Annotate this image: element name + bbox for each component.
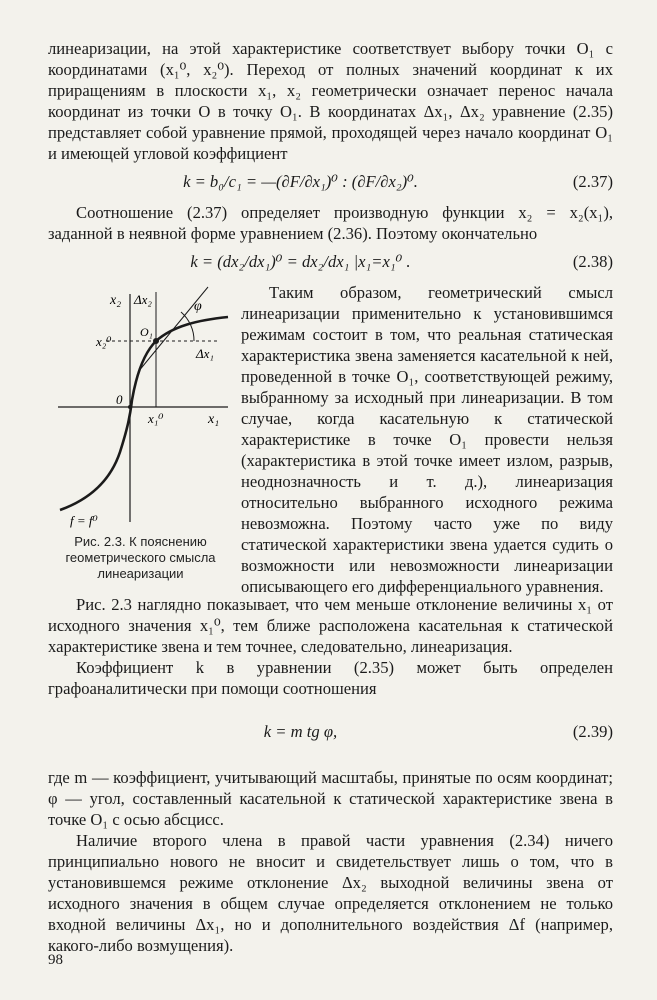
- label-x1: x₁: [208, 412, 220, 427]
- label-dx1: Δx₁: [196, 346, 214, 361]
- label-dx2: Δx₂: [134, 292, 152, 307]
- paragraph-5: Коэффициент k в уравнении (2.35) может быть определен графоаналитически при помощи соотношения: [48, 658, 613, 698]
- paragraph-3: Таким образом, геометрический смысл линеаризации применительно к установившимся режимам состоит в том, что реальная статическая характеристика звена заменяется касательной к ней, проведенной в точке O₁, соответствующей режиму, выбранному за исходный при линеаризации. В том случае, когда касательную к статической характеристике в точке O₁ провести нельзя (характеристика в этой точке имеет излом, разрыв, неоднозначность и т. д.), линеаризация относительно выбранного исходного режима невозможна. Поэтому часто уже по виду статической характеристики звена удается судить о возможности или невозможности линеаризации описывающего его дифференциального уравнения.: [241, 283, 613, 596]
- paragraph-2: Соотношение (2.37) определяет производную функции x₂ = x₂(x₁), заданной в неявной форме уравнением (2.36). Поэтому окончательно: [48, 203, 613, 243]
- figure-2-3: [48, 282, 233, 582]
- label-o1: O₁: [140, 325, 153, 339]
- equation-2-37-number: (2.37): [572, 172, 613, 191]
- label-f: f = f⁰: [70, 513, 98, 528]
- side-text: [241, 282, 613, 597]
- page-number: 98: [48, 952, 63, 968]
- point-o: [128, 405, 132, 409]
- equation-2-39: [48, 721, 613, 745]
- equation-2-38-body: k = (dx₂/dx₁)⁰ = dx₂/dx₁ |x₁=x₁⁰ .: [190, 252, 411, 271]
- paragraph-7: Наличие второго члена в правой части уравнения (2.34) ничего принципиально нового не вносит и свидетельствует лишь о том, что в установившемся режиме отклонение Δx₂ выходной величины звена от исходного значения в общем случае определяется отклонением не только входной величины Δx₁, но и дополнительного воздействия Δf (например, какого-либо возмущения).: [48, 831, 613, 955]
- paragraph-4: Рис. 2.3 наглядно показывает, что чем меньше отклонение величины x₁ от исходного значения x₁⁰, тем ближе расположена касательная к статической характеристике звена и тем точнее, следовательно, линеаризация.: [48, 595, 613, 656]
- label-o: 0: [116, 392, 123, 407]
- paragraph-1: линеаризации, на этой характеристике соответствует выбору точки O₁ с координатами (x₁⁰, x₂⁰). Переход от полных значений координат к их приращениям в плоскости x₁, x₂ геометрически означает перенос начала координат из точки O в точку O₁. В координатах Δx₁, Δx₂ уравнение (2.35) представляет собой уравнение прямой, проходящей через начало координат O₁ и имеющей угловой коэффициент: [48, 39, 613, 163]
- equation-2-37-body: k = b₀/c₁ = —(∂F/∂x₁)⁰ : (∂F/∂x₂)⁰.: [183, 172, 418, 191]
- equation-2-38-number: (2.38): [572, 252, 613, 271]
- point-o1: [153, 338, 159, 344]
- label-phi: φ: [194, 299, 202, 314]
- figure-caption: Рис. 2.3. К пояснению геометрического смысла линеаризации: [65, 534, 216, 581]
- equation-2-39-body: k = m tg φ,: [263, 722, 338, 741]
- equation-2-37: [48, 171, 613, 195]
- label-x20: x₂⁰: [96, 334, 112, 349]
- characteristic-plot: [48, 282, 233, 532]
- label-x2: x₂: [110, 293, 122, 308]
- figure-block: [48, 282, 613, 594]
- equation-2-38: [48, 251, 613, 275]
- page-body: [48, 38, 613, 956]
- label-x10: x₁⁰: [148, 411, 164, 426]
- paragraph-6: где m — коэффициент, учитывающий масштабы, принятые по осям координат; φ — угол, составленный касательной к статической характеристике звена в точке O₁ с осью абсцисс.: [48, 768, 613, 829]
- equation-2-39-number: (2.39): [572, 722, 613, 741]
